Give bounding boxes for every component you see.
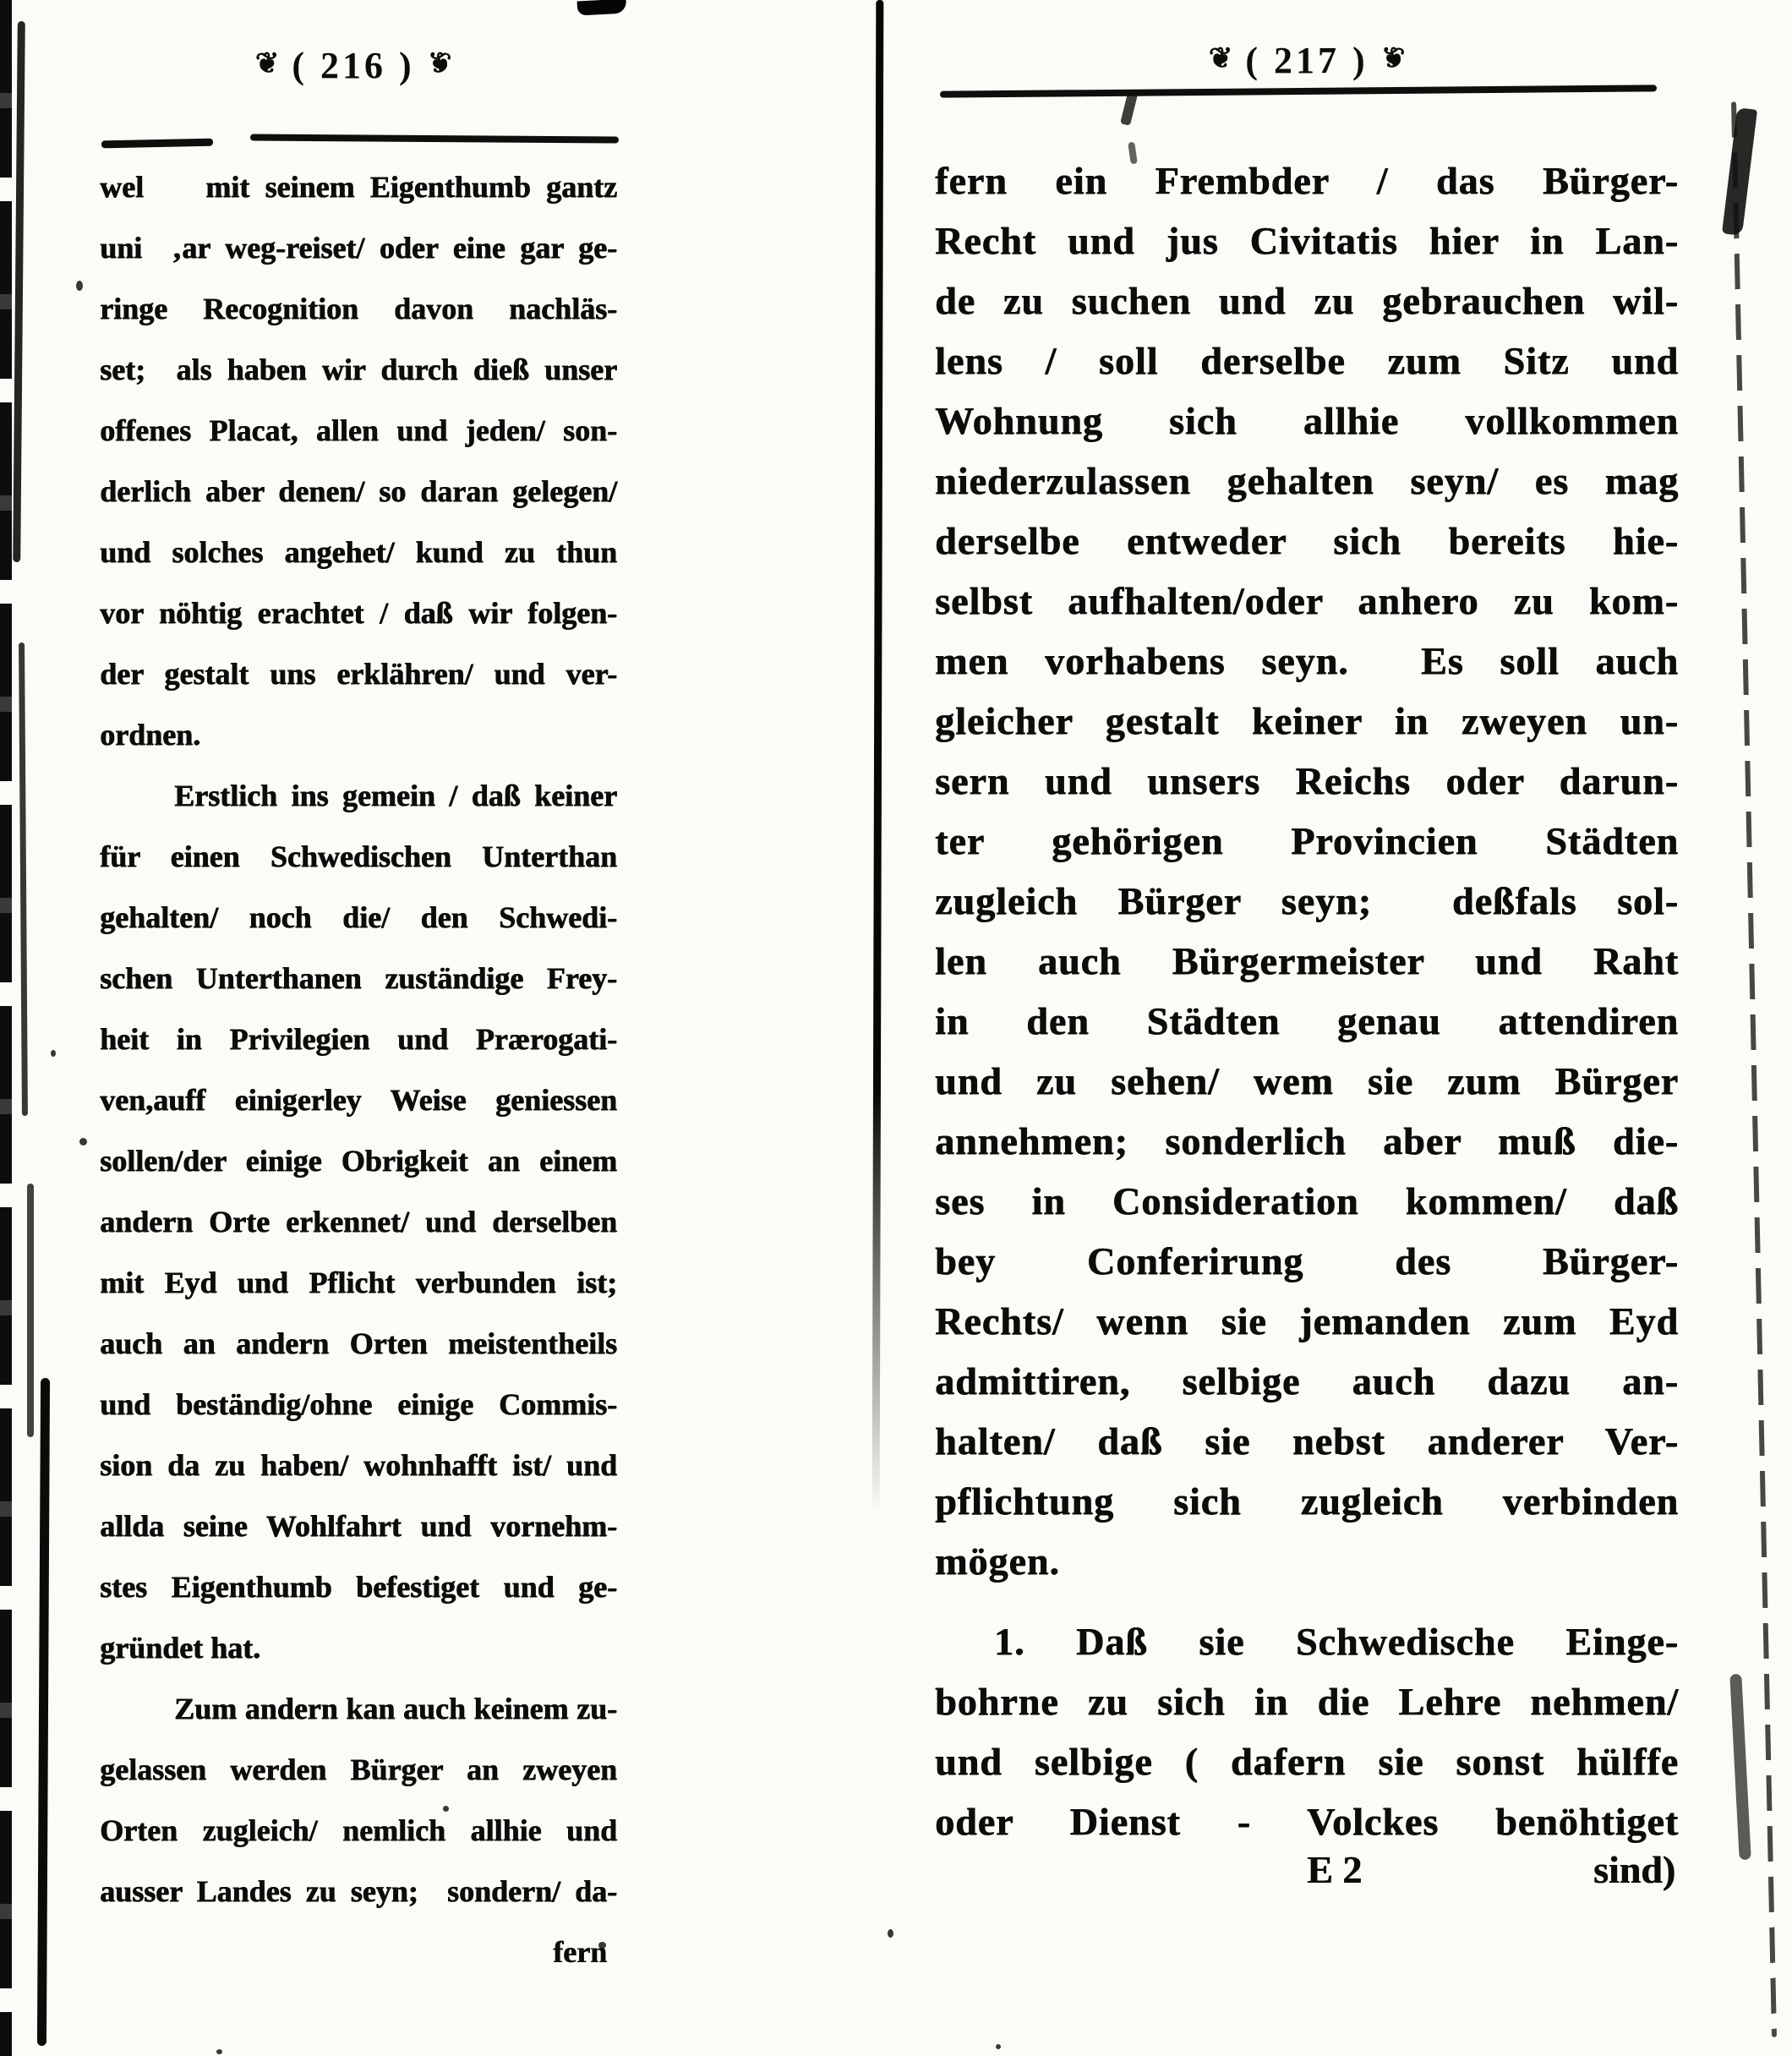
scan-edge-streak [37,1378,50,2046]
ink-speck [76,281,83,291]
text-line: zugleich Bürger seyn; deßfals sol- [935,879,1679,922]
text-line: halten/ daß sie nebst anderer Ver- [935,1419,1679,1463]
catchword-left [100,1922,607,1982]
text-line: admittiren, selbige auch dazu an- [935,1359,1679,1403]
text-line: set; als haben wir durch dieß unser [100,353,617,386]
text-line: bey Conferirung des Bürger- [935,1239,1679,1282]
page-header-217 [935,39,1679,82]
text-line: ordnen. [100,718,201,752]
text-line: und solches angehet/ kund zu thun [100,535,617,569]
text-line: mit Eyd und Pflicht verbunden ist; [100,1266,617,1299]
left-page-text-column [100,156,617,1922]
text-line: annehmen; sonderlich aber muß die- [935,1119,1679,1162]
text-line: derlich aber denen/ so daran gelegen/ [100,474,617,508]
text-line: und selbige ( dafern sie sonst hülffe [935,1740,1679,1783]
header-ornament-icon: ❦ [254,48,280,79]
header-rule-left-segment [101,139,213,149]
text-line: gleicher gestalt keiner in zweyen un- [935,699,1679,742]
text-line: derselbe entweder sich bereits hie- [935,519,1679,562]
text-line: wel mit seinem Eigenthumb gantz [100,170,617,204]
text-line: sion da zu haben/ wohnhafft ist/ und [100,1448,617,1482]
ink-speck [51,1050,56,1057]
text-line: vor nöhtig erachtet / daß wir folgen- [100,596,617,630]
text-line: auch an andern Orten meistentheils [100,1326,617,1360]
text-line: offenes Placat, allen und jeden/ son- [100,413,617,447]
text-line: sern und unsers Reichs oder darun- [935,759,1679,802]
text-line: andern Orte erkennet/ und derselben [100,1205,617,1239]
text-line: pflichtung sich zugleich verbinden [935,1479,1679,1523]
header-rule-left [250,134,619,143]
text-line: mögen. [935,1539,1060,1583]
text-line: 1. Daß sie Schwedische Einge- [994,1620,1679,1663]
scan-gutter-shadow [0,0,12,2056]
text-line: ter gehörigen Provincien Städten [935,819,1679,862]
text-line: und zu sehen/ wem sie zum Bürger [935,1059,1679,1102]
text-line: de zu suchen und zu gebrauchen wil- [935,279,1679,322]
catchword-text: fern [553,1935,607,1969]
text-line: niederzulassen gehalten seyn/ es mag [935,459,1679,502]
text-line: bohrne zu sich in die Lehre nehmen/ [935,1680,1679,1723]
scan-right-edge-mark [1729,1674,1751,1860]
text-line: stes Eigenthumb befestiget und ge- [100,1570,617,1604]
text-line: len auch Bürgermeister und Raht [935,939,1679,982]
text-line: Erstlich ins gemein / daß keiner [174,779,617,812]
text-line: sollen/der einige Obrigkeit an einem [100,1144,617,1178]
text-line: fern ein Frembder / das Bürger- [935,159,1679,202]
scan-right-edge-mark [1722,107,1757,236]
text-line: men vorhabens seyn. Es soll auch [935,639,1679,682]
signature-mark: E 2 [1307,1848,1363,1891]
page-number-217: ( 217 ) [1245,40,1369,81]
scan-edge-streak [27,1184,34,1437]
ink-speck [996,2044,1001,2049]
page-number-216: ( 216 ) [292,45,415,86]
text-line: und beständig/ohne einige Commis- [100,1387,617,1421]
text-line: in den Städten genau attendiren [935,999,1679,1042]
header-ornament-icon: ❦ [427,48,452,79]
text-line: ausser Landes zu seyn; sondern/ da- [100,1874,617,1908]
text-line: selbst aufhalten/oder anhero zu kom- [935,579,1679,622]
scan-edge-streak [13,21,25,562]
ink-speck [888,1929,893,1938]
text-line: gründet hat. [100,1631,261,1665]
header-ornament-icon: ❦ [1208,43,1233,74]
right-page-text-column [935,150,1679,1851]
text-line: Recht und jus Civitatis hier in Lan- [935,219,1679,262]
signature-line [935,1840,1679,1900]
ink-speck [79,1138,87,1146]
text-line: heit in Privilegien und Prærogati- [100,1022,617,1056]
catchword-right: sind) [1593,1848,1675,1891]
text-line: Rechts/ wenn sie jemanden zum Eyd [935,1299,1679,1342]
page-header-216 [100,44,607,87]
header-ornament-icon: ❦ [1380,43,1406,74]
text-line: der gestalt uns erklähren/ und ver- [100,657,617,691]
ink-blob-top [577,0,627,16]
text-line: Zum andern kan auch keinem zu- [174,1692,617,1725]
text-line: Wohnung sich allhie vollkommen [935,399,1679,442]
ink-speck [216,2049,222,2054]
text-line: gehalten/ noch die/ den Schwedi- [100,900,617,934]
text-line: oder Dienst - Volckes benöhtiget [935,1800,1679,1843]
header-rule-right [940,85,1657,97]
scan-edge-streak [19,642,28,1116]
text-line: ringe Recognition davon nachläs- [100,292,617,325]
text-line: ses in Consideration kommen/ daß [935,1179,1679,1222]
text-line: Orten zugleich/ nemlich allhie und [100,1813,617,1847]
text-line: uni ‚ar weg-reiset/ oder eine gar ge- [100,231,617,265]
text-line: gelassen werden Bürger an zweyen [100,1753,617,1786]
text-line: schen Unterthanen zuständige Frey- [100,961,617,995]
text-line: lens / soll derselbe zum Sitz und [935,339,1679,382]
page-gutter-divider-line [872,0,884,1513]
text-line: allda seine Wohlfahrt und vornehm- [100,1509,617,1543]
text-line: ven,auff einigerley Weise geniessen [100,1083,617,1117]
text-line: für einen Schwedischen Unterthan [100,839,617,873]
